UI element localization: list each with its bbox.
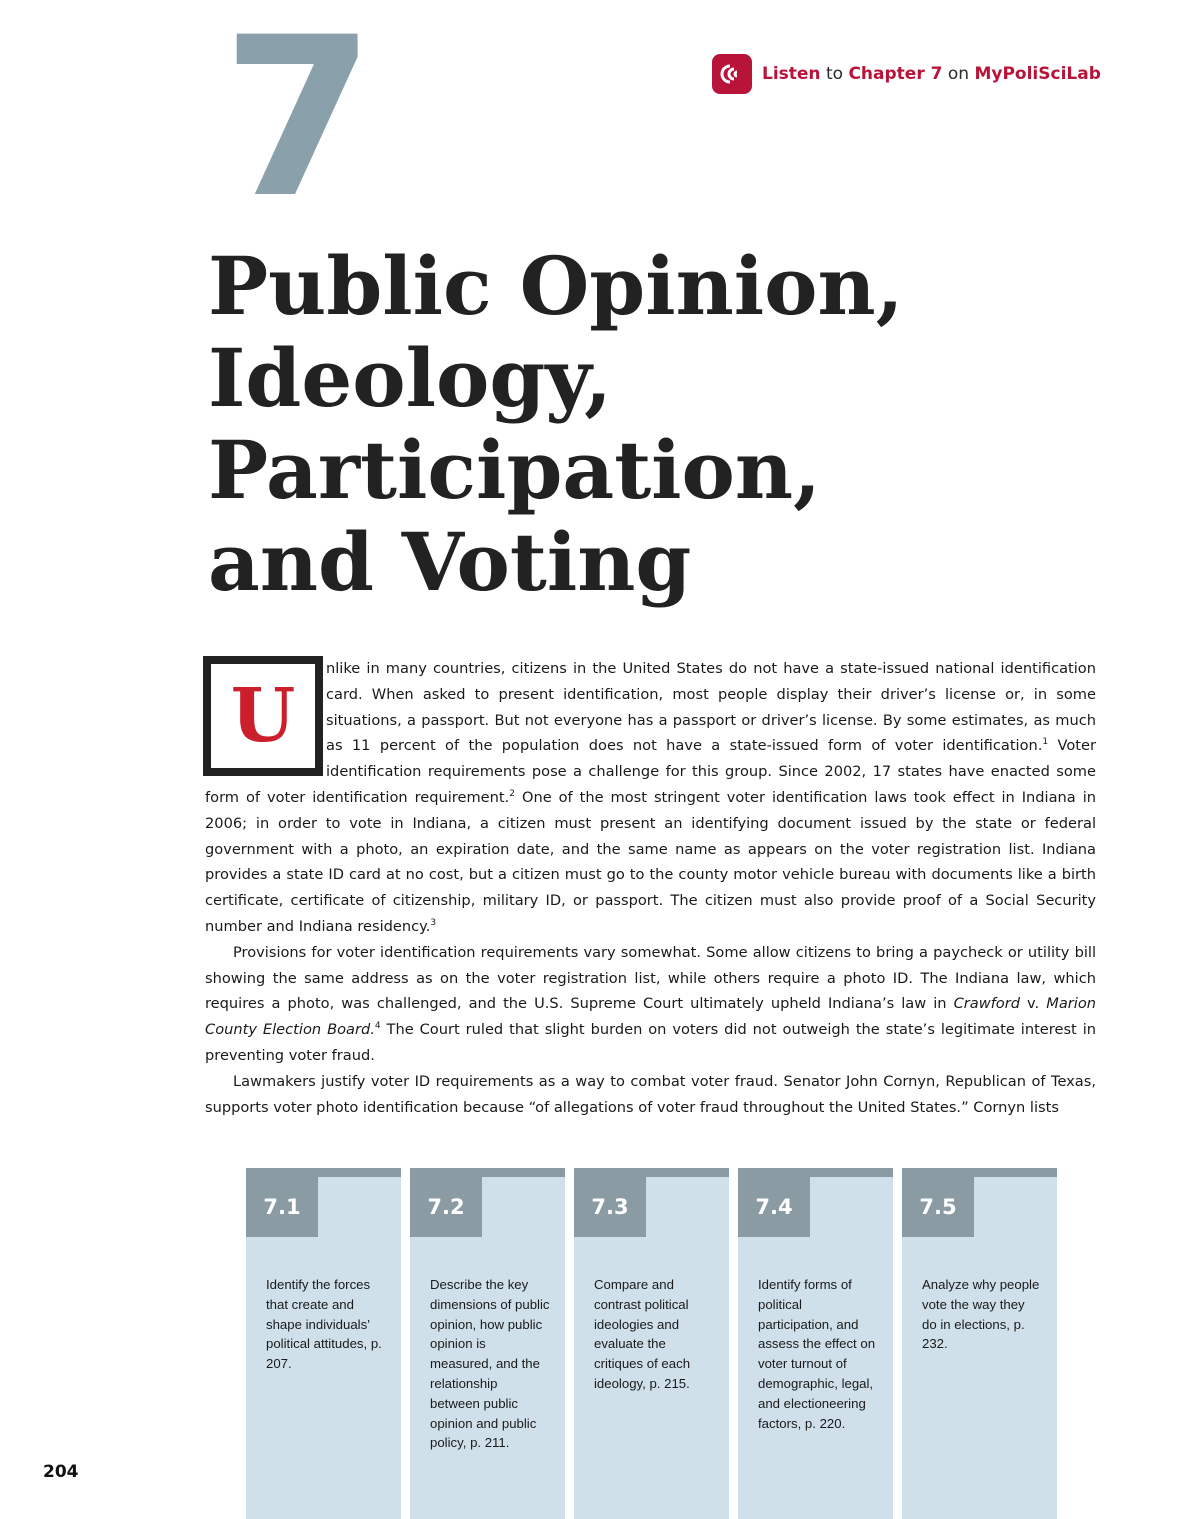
- objective-text: Describe the key dimensions of public opinion, how public opinion is measured, and the relationship between public opinion and public policy, p. 211.: [430, 1277, 550, 1451]
- title-line: Ideology,: [208, 331, 612, 425]
- objective-text: Compare and contrast political ideologies and evaluate the critiques of each ideology, p. 215.: [594, 1277, 691, 1391]
- footnote-ref[interactable]: 1: [1042, 737, 1049, 748]
- listen-site: MyPoliSciLab: [974, 64, 1101, 84]
- objective-number: 7.1: [246, 1177, 318, 1237]
- footnote-ref[interactable]: 2: [509, 789, 516, 800]
- listen-label: Listen: [762, 64, 821, 84]
- paragraph: Lawmakers justify voter ID requirements as a way to combat voter fraud. Senator John Cornyn, Republican of Texas, supports voter photo identification because “of allegations of voter fraud throughout the United States.” Cornyn lists: [205, 1072, 1096, 1116]
- objective-text: Identify forms of political participation, and assess the effect on voter turnout of demographic, legal, and electioneering factors, p. 220.: [758, 1277, 876, 1431]
- objective-card[interactable]: [410, 1168, 565, 1519]
- objective-number: 7.5: [902, 1177, 974, 1237]
- title-line: and Voting: [208, 515, 692, 609]
- chapter-title: [208, 240, 904, 608]
- footnote-ref[interactable]: 4: [374, 1021, 381, 1032]
- listen-chapter: Chapter 7: [848, 64, 943, 84]
- body-text: [205, 656, 1096, 1120]
- case-name: Crawford: [953, 995, 1020, 1013]
- case-name: Marion County Election Board.: [205, 995, 1097, 1039]
- objective-card[interactable]: [574, 1168, 729, 1519]
- objective-text: Analyze why people vote the way they do in elections, p. 232.: [922, 1277, 1040, 1352]
- objective-number: 7.2: [410, 1177, 482, 1237]
- objective-card[interactable]: [246, 1168, 401, 1519]
- paragraph: nlike in many countries, citizens in the United States do not have a state-issued national identification card. When asked to present identification, most people display their driver’s license or, in some situations, a passport. But not everyone has a passport or driver’s license. By some estimates, as much as 11 percent of the population does not have a state-issued form of voter identification.$^1$ Voter identification requirements pose a challenge for this group. Since 2002, 17 states have enacted some form of voter identification requirement.$^2$ One of the most stringent voter identification laws took effect in Indiana in 2006; in order to vote in Indiana, a citizen must present an identifying document issued by the state or federal government with a photo, an expiration date, and the same name as appears on the voter registration list. Indiana provides a state ID card at no cost, but a citizen must go to the county motor vehicle bureau with documents like a birth certificate, certificate of citizenship, military ID, or passport. The citizen must also provide proof of a Social Security number and Indiana residency.$^3$: [205, 660, 1096, 935]
- page-number: 204: [43, 1462, 79, 1482]
- listen-link[interactable]: [712, 54, 1101, 94]
- drop-cap: U: [203, 656, 323, 776]
- chapter-number: 7: [222, 0, 376, 246]
- title-line: Public Opinion,: [208, 239, 904, 333]
- learning-objectives: [246, 1168, 1057, 1519]
- objective-card[interactable]: [738, 1168, 893, 1519]
- objective-number: 7.3: [574, 1177, 646, 1237]
- listen-to: to: [825, 64, 844, 84]
- footnote-ref[interactable]: 3: [430, 918, 437, 929]
- speaker-icon: [712, 54, 752, 94]
- objective-text: Identify the forces that create and shape individuals’ political attitudes, p. 207.: [266, 1277, 382, 1372]
- listen-on: on: [947, 64, 970, 84]
- objective-number: 7.4: [738, 1177, 810, 1237]
- objective-card[interactable]: [902, 1168, 1057, 1519]
- paragraph: Provisions for voter identification requirements vary somewhat. Some allow citizens to bring a paycheck or utility bill showing the same address as on the voter registration list, while others require a photo ID. The Indiana law, which requires a photo, was challenged, and the U.S. Supreme Court ultimately upheld Indiana’s law in Crawford v. Marion County Election Board.$^4$ The Court ruled that slight burden on voters did not outweigh the state’s legitimate interest in preventing voter fraud.: [205, 943, 1097, 1064]
- title-line: Participation,: [208, 423, 821, 517]
